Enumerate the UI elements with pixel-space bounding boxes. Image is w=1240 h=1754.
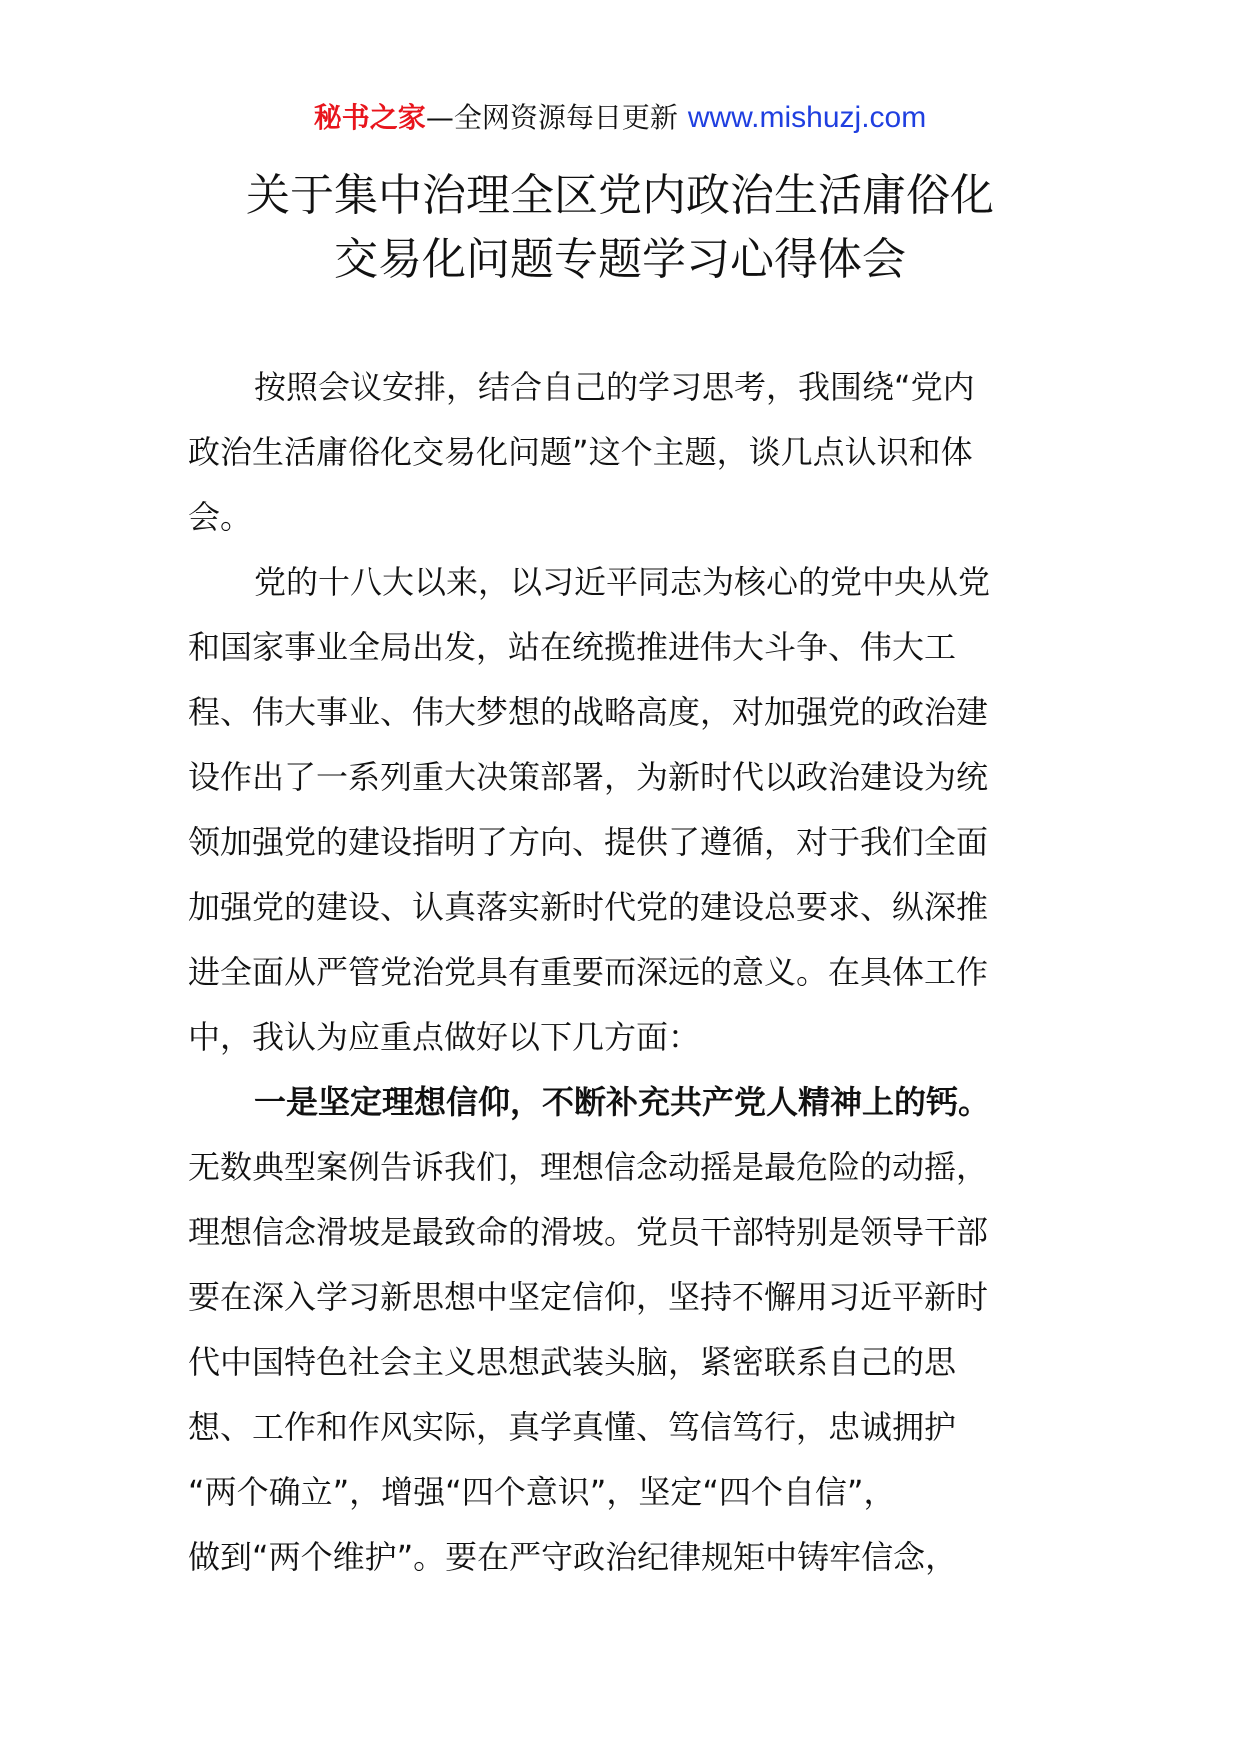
- paragraph-3-line: 代中国特色社会主义思想武装头脑，紧密联系自己的思: [188, 1343, 957, 1381]
- paragraph-3-line: 理想信念滑坡是最致命的滑坡。党员干部特别是领导干部: [188, 1213, 989, 1251]
- paragraph-3-lead: 一是坚定理想信仰，不断补充共产党人精神上的钙。: [254, 1083, 991, 1121]
- paragraph-1-line: 政治生活庸俗化交易化问题”这个主题，谈几点认识和体: [188, 433, 973, 471]
- title-line-2: 交易化问题专题学习心得体会: [334, 234, 906, 285]
- paragraph-2-line: 和国家事业全局出发，站在统揽推进伟大斗争、伟大工: [188, 628, 957, 666]
- document-title: [0, 164, 1240, 292]
- paragraph-2-line: 进全面从严管党治党具有重要而深远的意义。在具体工作: [188, 953, 989, 991]
- document-body: [188, 355, 1058, 1590]
- site-slogan: —全网资源每日更新: [425, 101, 678, 134]
- paragraph-2-line: 加强党的建设、认真落实新时代党的建设总要求、纵深推: [188, 888, 989, 926]
- paragraph-3-line: 要在深入学习新思想中坚定信仰，坚持不懈用习近平新时: [188, 1278, 989, 1316]
- paragraph-1-line: 会。: [188, 498, 253, 536]
- site-url-link[interactable]: www.mishuzj.com: [687, 101, 927, 134]
- site-brand: 秘书之家: [313, 101, 426, 134]
- paragraph-2-line: 中，我认为应重点做好以下几方面：: [188, 1018, 701, 1056]
- paragraph-3-line: 做到“两个维护”。要在严守政治纪律规矩中铸牢信念，: [188, 1538, 958, 1576]
- title-line-1: 关于集中治理全区党内政治生活庸俗化: [246, 170, 994, 221]
- paragraph-3-line: “两个确立”，增强“四个意识”，坚定“四个自信”，: [188, 1473, 896, 1511]
- site-header: [0, 98, 1240, 138]
- paragraph-3-line: 无数典型案例告诉我们，理想信念动摇是最危险的动摇，: [188, 1148, 989, 1186]
- paragraph-2-line: 领加强党的建设指明了方向、提供了遵循，对于我们全面: [188, 823, 989, 861]
- paragraph-2-line: 设作出了一系列重大决策部署，为新时代以政治建设为统: [188, 758, 989, 796]
- paragraph-2-line: 程、伟大事业、伟大梦想的战略高度，对加强党的政治建: [188, 693, 989, 731]
- paragraph-3-line: 想、工作和作风实际，真学真懂、笃信笃行，忠诚拥护: [188, 1408, 957, 1446]
- paragraph-2-line: 党的十八大以来，以习近平同志为核心的党中央从党: [254, 563, 991, 601]
- paragraph-1-line: 按照会议安排，结合自己的学习思考，我围绕“党内: [254, 368, 975, 406]
